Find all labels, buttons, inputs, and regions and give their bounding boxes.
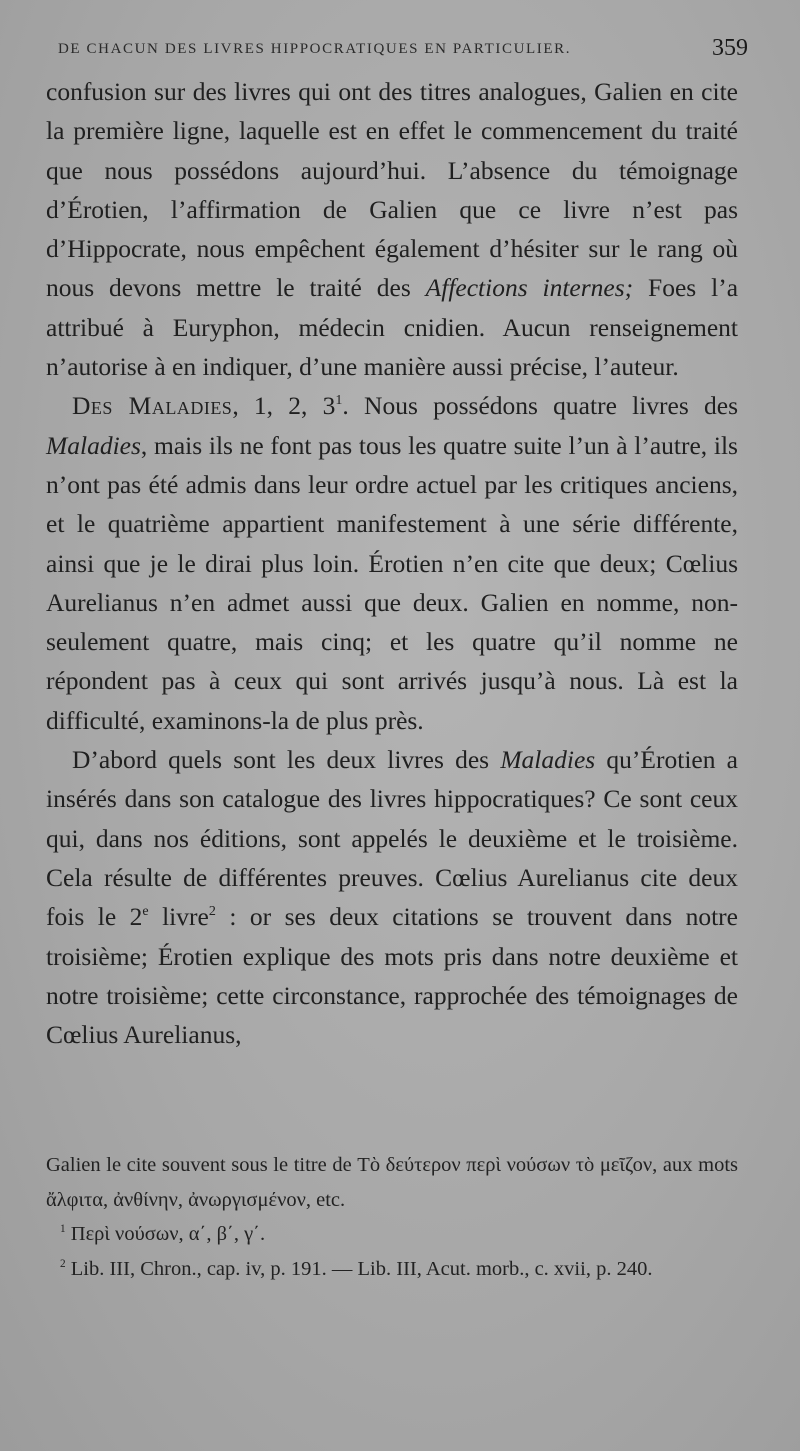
footnote-1-mark: 1 [60,1223,66,1236]
footnote-ref-1: 1 [335,393,343,409]
running-title: DE CHACUN DES LIVRES HIPPOCRATIQUES EN PARTICULIER. [58,41,572,57]
footnotes [46,1148,738,1286]
paragraph-1-text: confusion sur des livres qui ont des titres analogues, Galien en cite la première ligne, laquelle est en effet le commencement du traité que nous possédons aujourd’hui. L’absence du témoignage d’Érotien, l’affirmation de Galien que ce livre n’est pas d’Hippocrate, nous empêchent également d’hésiter sur le rang où nous devons mettre le traité des [46,77,738,303]
paragraph-2-text-b: , mais ils ne font pas tous les quatre suite l’un à l’autre, ils n’ont pas été admis dans leur ordre actuel par les critiques anciens, et le quatrième appartient manifestement à une série différente, ainsi que je le dirai plus loin. Érotien n’en cite que deux; Cœlius Aurelianus n’en admet aussi que deux. Galien en nomme, non-seulement quatre, mais cinq; et les quatre qu’il nomme ne répondent pas à ceux qui sont arrivés jusqu’à nous. Là est la difficulté, examinons-la de plus près. [46,430,738,735]
ordinal-superscript: e [142,904,149,920]
paragraph-3 [46,740,738,1054]
page-number: 359 [712,35,748,61]
paragraph-3-text-c: livre [148,902,209,932]
paragraph-2 [46,386,738,740]
paragraph-1-tail: Foes l’a attribué à Euryphon, médecin cnidien. Aucun renseignement n’autorise à en indiquer, d’une manière aussi précise, l’auteur. [46,273,739,382]
section-heading-numbers: , 1, 2, 3 [232,391,336,421]
paragraph-3-text-b: qu’Érotien a insérés dans son catalogue des livres hippocratiques? Ce sont ceux qui, dans nos éditions, sont appelés le deuxième et le troisième. Cela résulte de différentes preuves. Cœlius Aurelianus cite deux fois le 2 [46,745,739,932]
paragraph-2-italic: Maladies [46,430,141,460]
paragraph-2-text-a: . Nous possédons quatre livres des [342,391,738,421]
main-text [46,72,738,1054]
running-head [58,28,748,64]
paragraph-1-italic: Affections internes; [425,273,634,303]
footnote-1-text: Περὶ νούσων, α΄, β΄, γ΄. [70,1223,266,1245]
paragraph-1 [46,72,738,386]
footnote-ref-2: 2 [208,904,216,920]
paragraph-3-text-d: : or ses deux citations se trouvent dans notre troisième; Érotien explique des mots pris dans notre deuxième et notre troisième; cette circonstance, rapprochée des témoignages de Cœlius Aurelianus, [46,902,738,1050]
footnote-1 [46,1217,738,1252]
footnote-2-mark: 2 [60,1257,66,1270]
footnote-2-text: Lib. III, Chron., cap. iv, p. 191. — Lib. III, Acut. morb., c. xvii, p. 240. [70,1257,653,1280]
paragraph-3-text-a: D’abord quels sont les deux livres des [72,745,501,775]
section-heading-maladies: Des Maladies [72,391,233,421]
paragraph-3-italic: Maladies [500,745,596,775]
footnote-continuation: Galien le cite souvent sous le titre de Τὸ δεύτερον περὶ νούσων τὸ μεῖζον, aux mots ἄλφιτα, ἀνθίνην, ἀνωργισμένον, etc. [46,1154,738,1211]
footnote-2 [46,1252,738,1287]
